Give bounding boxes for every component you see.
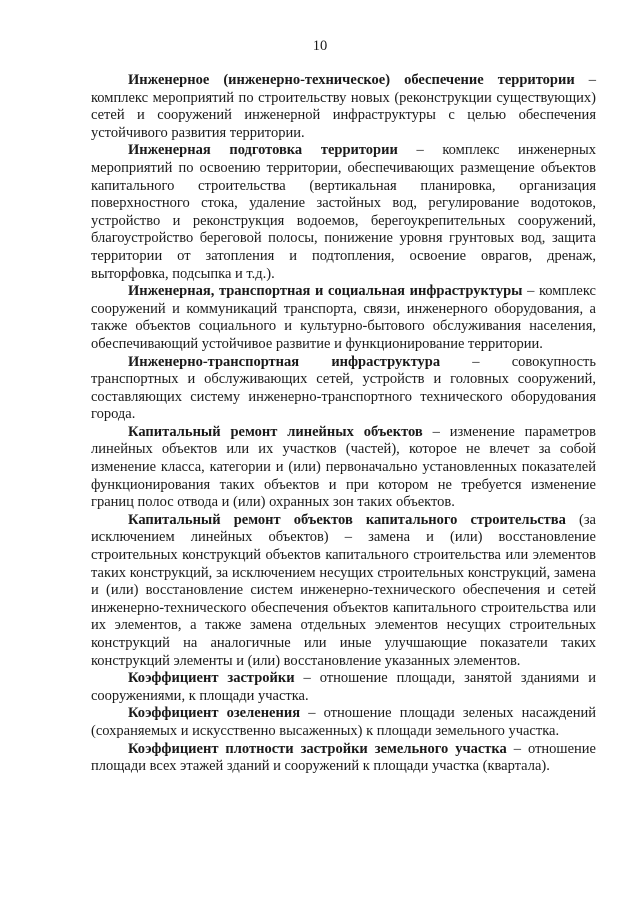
definition-text: – отношение площади всех этажей зданий и сооружений к площади участка (квартала). <box>91 740 596 775</box>
definition-engineering-support <box>91 72 596 142</box>
page-number: 10 <box>312 38 328 54</box>
definition-text: (за исключением линейных объектов) – замена и (или) восстановление строительных конструкций объектов капитального строительства или элементов таких конструкций, за исключением несущих строительных конструкций, замена и (или) восстановление систем инженерно-технического обеспечения и сетей инженерно-технического обеспечения объектов капитального строительства или их элементов, а также замена отдельных элементов несущих строительных конструкций на аналогичные или иные улучшающие показатели таких конструкций элементы и (или) восстановление указанных элементов. <box>91 511 596 669</box>
document-body <box>91 72 596 776</box>
definition-term: Инженерная подготовка территории <box>128 142 398 159</box>
definition-building-coefficient <box>91 670 596 705</box>
definition-engineering-transport-infrastructure <box>91 354 596 424</box>
definition-infrastructure <box>91 283 596 353</box>
definition-text: – отношение площади, занятой зданиями и сооружениями, к площади участка. <box>91 670 596 704</box>
definition-term: Инженерное (инженерно-техническое) обеспечение территории <box>128 72 575 88</box>
definition-text: – комплекс инженерных мероприятий по освоению территории, обеспечивающих размещение объектов капитального строительства (вертикальная планировка, организация поверхностного стока, удаление застойных вод, регулирование водотоков, устройство и реконструкция водоемов, берегоукрепительных сооружений, благоустройство береговой полосы, понижение уровня грунтовых вод, защита территории от затопления и подтопления, освоение оврагов, дренаж, выторфовка, подсыпка и т.д.). <box>91 142 596 282</box>
definition-term: Капитальный ремонт линейных объектов <box>128 423 423 440</box>
definition-term: Коэффициент плотности застройки земельного участка <box>128 740 507 757</box>
definition-text: – отношение площади зеленых насаждений (сохраняемых и искусственно высаженных) к площади земельного участка. <box>91 705 597 739</box>
definition-text: – совокупность транспортных и обслуживающих сетей, устройств и головных сооружений, составляющих систему инженерно-транспортного технического оборудования города. <box>91 353 596 423</box>
definition-term: Коэффициент озеленения <box>128 705 301 722</box>
definition-capital-construction-repair <box>91 512 596 670</box>
definition-term: Инженерная, транспортная и социальная инфраструктуры <box>128 283 523 300</box>
definition-greening-coefficient <box>91 705 596 740</box>
definition-term: Коэффициент застройки <box>128 670 295 687</box>
definition-term: Капитальный ремонт объектов капитального строительства <box>128 511 566 528</box>
definition-text: – изменение параметров линейных объектов или их участков (частей), которое не влечет за собой изменение класса, категории и (или) первоначально установленных показателей функционирования таких объектов и при котором не требуется изменение границ полос отвода и (или) охранных зон таких объектов. <box>91 423 596 511</box>
definition-text: – комплекс сооружений и коммуникаций транспорта, связи, инженерного оборудования, а также объектов социального и культурно-бытового обслуживания населения, обеспечивающий устойчивое развитие и функционирование территории. <box>91 283 596 352</box>
definition-text: – комплекс мероприятий по строительству новых (реконструкции существующих) сетей и сооружений инженерной инфраструктуры с целью обеспечения устойчивого развития территории. <box>91 72 597 141</box>
definition-linear-objects-repair <box>91 424 596 512</box>
definition-term: Инженерно-транспортная инфраструктура <box>128 353 441 370</box>
definition-density-coefficient <box>91 741 596 776</box>
definition-engineering-preparation <box>91 142 596 283</box>
